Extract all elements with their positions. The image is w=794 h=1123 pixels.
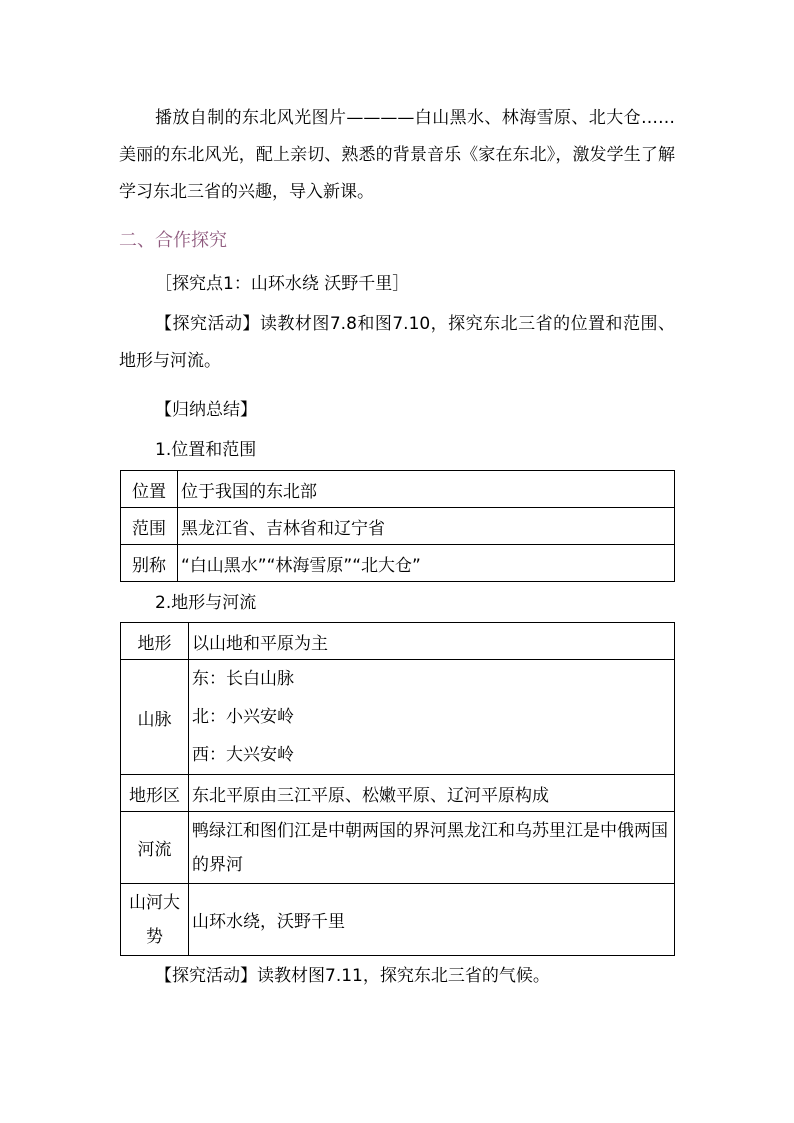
table-value-cell: 鸭绿江和图们江是中朝两国的界河黑龙江和乌苏里江是中俄两国的界河 — [189, 812, 675, 884]
explore-point-label: ［探究点1：山环水绕 沃野千里］ — [155, 274, 410, 294]
table-value-cell: 位于我国的东北部 — [178, 471, 675, 508]
table-row — [121, 660, 675, 775]
table-head-cell: 山脉 — [121, 660, 189, 775]
table-head-cell: 别称 — [121, 545, 178, 582]
summary-label: 【归纳总结】 — [155, 400, 257, 420]
table2-title: 2.地形与河流 — [155, 593, 257, 613]
table-row — [121, 508, 675, 545]
table-row — [121, 884, 675, 956]
table-row — [121, 545, 675, 582]
mountain-east-line: 东：长白山脉 — [192, 669, 294, 689]
intro-paragraph: 播放自制的东北风光图片————白山黑水、林海雪原、北大仓……美丽的东北风光，配上亲切、熟悉的背景音乐《家在东北》，激发学生了解学习东北三省的兴趣，导入新课。 — [119, 108, 675, 202]
table-row — [121, 775, 675, 812]
mountain-north-line: 北：小兴安岭 — [192, 707, 294, 727]
terrain-river-table — [120, 622, 675, 956]
table-value-cell: 东北平原由三江平原、松嫩平原、辽河平原构成 — [189, 775, 675, 812]
table-value-cell — [189, 660, 675, 775]
table1-title: 1.位置和范围 — [155, 440, 257, 460]
table-row — [121, 471, 675, 508]
position-range-table — [120, 470, 675, 582]
table-head-cell: 山河大势 — [121, 884, 189, 956]
table-row — [121, 812, 675, 884]
table-head-cell: 位置 — [121, 471, 178, 508]
table-head-cell: 河流 — [121, 812, 189, 884]
table-value-cell: “白山黑水”“林海雪原”“北大仓” — [178, 545, 675, 582]
table-head-cell: 地形 — [121, 623, 189, 660]
mountain-west-line: 西：大兴安岭 — [192, 745, 294, 765]
activity-paragraph-1: 【探究活动】读教材图7.8和图7.10，探究东北三省的位置和范围、地形与河流。 — [119, 314, 675, 371]
table-head-cell: 范围 — [121, 508, 178, 545]
table-head-cell: 地形区 — [121, 775, 189, 812]
table-value-cell: 山环水绕，沃野千里 — [189, 884, 675, 956]
activity-paragraph-2: 【探究活动】读教材图7.11，探究东北三省的气候。 — [155, 966, 550, 986]
section-heading: 二、合作探究 — [119, 230, 227, 251]
table-value-cell: 黑龙江省、吉林省和辽宁省 — [178, 508, 675, 545]
table-value-cell: 以山地和平原为主 — [189, 623, 675, 660]
table-row — [121, 623, 675, 660]
